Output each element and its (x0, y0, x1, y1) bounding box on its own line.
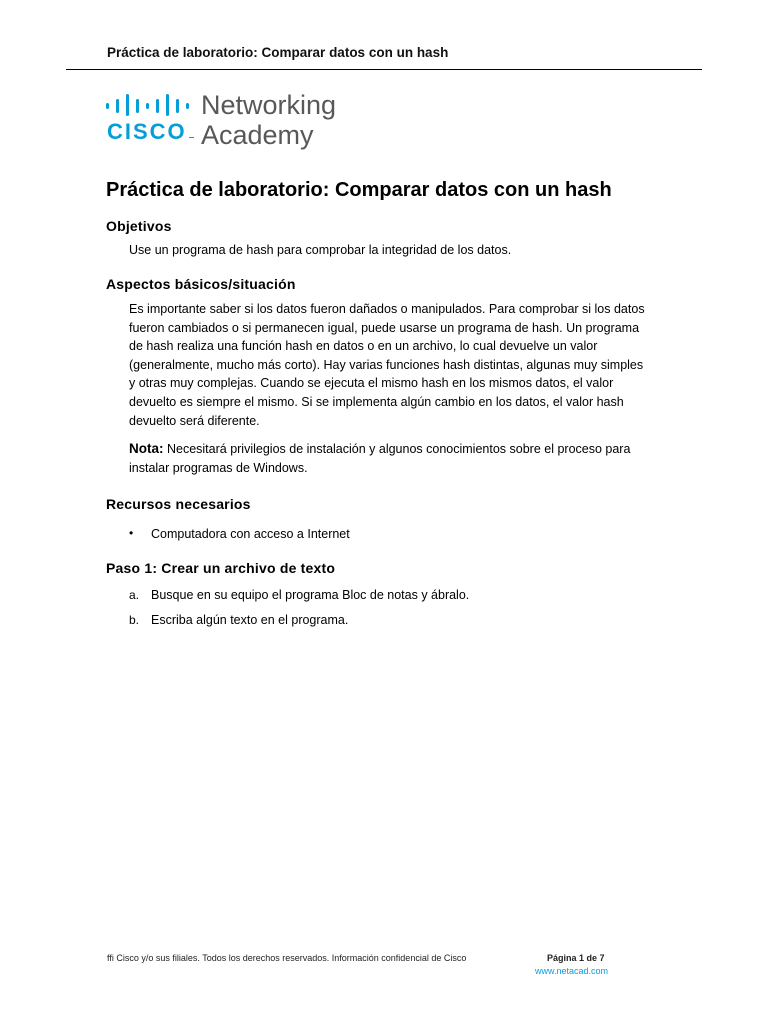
heading-objetivos: Objetivos (106, 218, 172, 234)
aspectos-text: Es importante saber si los datos fueron dañados o manipulados. Para comprobar si los datos fueron cambiados o si permanecen igual, puede usarse un programa de hash. Un programa de hash realiza una función hash en datos o en un archivo, lo cual devuelve un valor (generalmente, mucho más corto). Hay varias funciones hash distintas, algunas muy simples y otras muy complejas. Cuando se ejecuta el mismo hash en los mismos datos, el valor devuelto es siempre el mismo. Si se implementa algún cambio en los datos, el valor hash devuelto será diferente. (129, 302, 645, 428)
heading-aspectos: Aspectos básicos/situación (106, 276, 296, 292)
note-label: Nota: (129, 441, 164, 456)
trademark-mark (189, 137, 194, 138)
cisco-networking-academy-logo (105, 90, 365, 152)
footer-website-link[interactable]: www.netacad.com (535, 966, 609, 976)
note-text: Necesitará privilegios de instalación y algunos conocimientos sobre el proceso para instalar programas de Windows. (129, 442, 631, 475)
header-divider (66, 69, 702, 70)
logo-networking-text: Networking (201, 90, 337, 120)
bullet-marker: • (129, 526, 134, 540)
note-paragraph (129, 440, 649, 477)
step-marker: a. (129, 588, 140, 602)
logo-academy-text: Academy (201, 120, 314, 150)
footer-page-number: Página 1 de 7 (547, 953, 605, 963)
objetivos-text: Use un programa de hash para comprobar la integridad de los datos. (129, 243, 512, 257)
footer-copyright: ffi Cisco y/o sus filiales. Todos los derechos reservados. Información confidencial de Cisco (107, 953, 467, 963)
step-text: Busque en su equipo el programa Bloc de notas y ábralo. (151, 588, 470, 602)
step-marker: b. (129, 613, 140, 627)
document-title: Práctica de laboratorio: Comparar datos con un hash (106, 179, 612, 201)
heading-paso1: Paso 1: Crear un archivo de texto (106, 560, 336, 576)
list-item-text: Computadora con acceso a Internet (151, 527, 350, 541)
heading-recursos: Recursos necesarios (106, 496, 251, 512)
running-header-title: Práctica de laboratorio: Comparar datos con un hash (107, 45, 449, 60)
cisco-wordmark: CISCO (107, 119, 187, 144)
cisco-bars-icon (105, 94, 195, 116)
step-text: Escriba algún texto en el programa. (151, 613, 349, 627)
